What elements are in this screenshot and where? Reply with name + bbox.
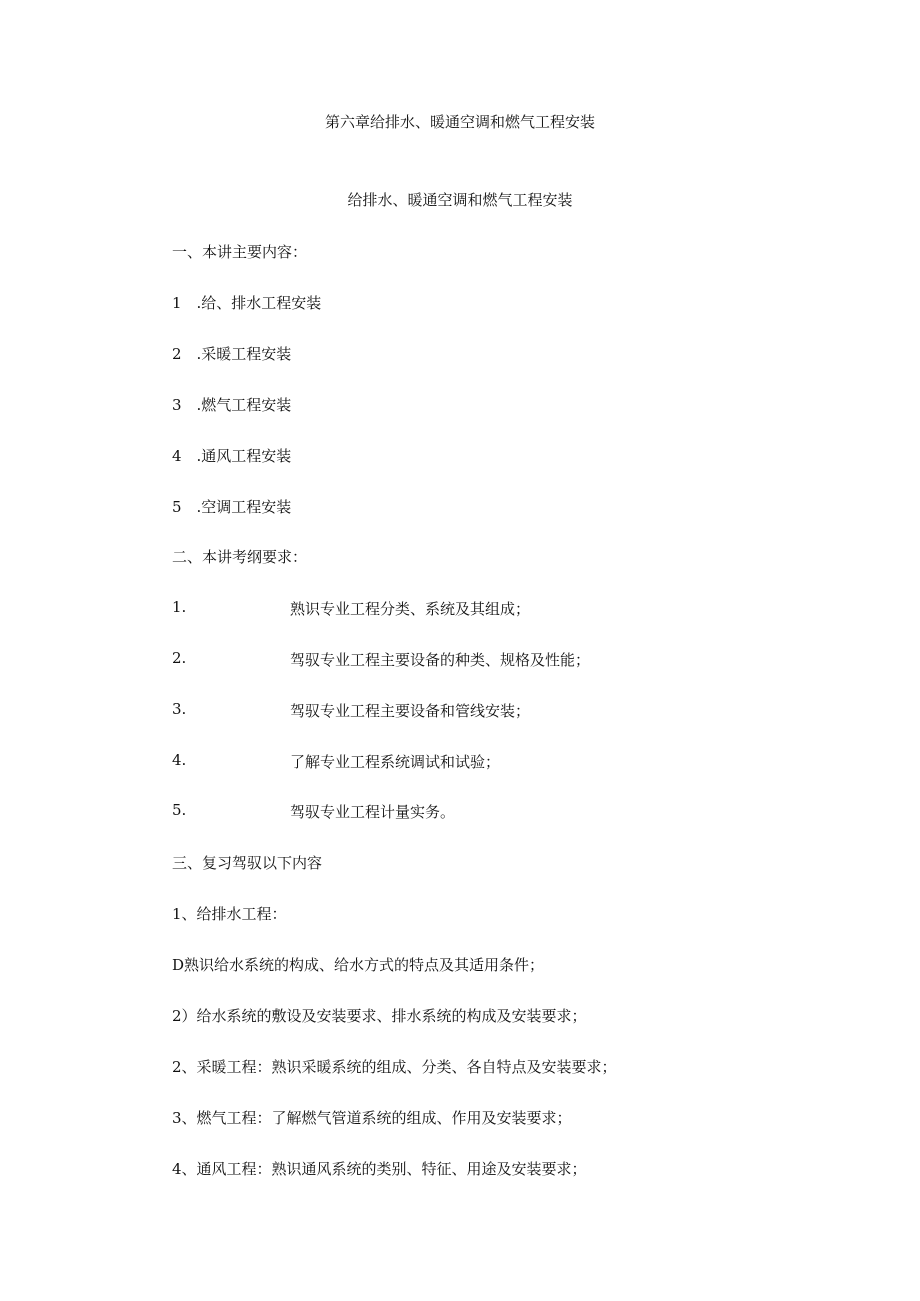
review-line-5: 3、燃气工程：了解燃气管道系统的组成、作用及安装要求； [172,1109,572,1127]
requirement-text-4: 了解专业工程系统调试和试验； [290,753,501,771]
review-line-3: 2）给水系统的敷设及安装要求、排水系统的构成及安装要求； [172,1007,587,1025]
requirement-num-2: 2. [172,649,187,667]
section3-heading: 三、复习驾驭以下内容 [172,854,323,872]
content-item-4: 4 .通风工程安装 [172,447,292,465]
section1-heading: 一、本讲主要内容： [172,243,308,261]
content-item-3: 3 .燃气工程安装 [172,396,292,414]
requirement-num-1: 1. [172,598,187,616]
requirement-num-3: 3. [172,700,187,718]
content-item-2: 2 .采暖工程安装 [172,345,292,363]
requirement-text-3: 驾驭专业工程主要设备和管线安装； [290,702,531,720]
review-line-6: 4、通风工程：熟识通风系统的类别、特征、用途及安装要求； [172,1160,587,1178]
requirement-text-2: 驾驭专业工程主要设备的种类、规格及性能； [290,651,591,669]
requirement-num-4: 4. [172,751,187,769]
requirement-num-5: 5. [172,801,187,819]
section2-heading: 二、本讲考纲要求： [172,548,308,566]
subtitle: 给排水、暖通空调和燃气工程安装 [347,191,573,209]
content-item-1: 1 .给、排水工程安装 [172,294,322,312]
requirement-text-1: 熟识专业工程分类、系统及其组成； [290,600,531,618]
review-line-2: D熟识给水系统的构成、给水方式的特点及其适用条件； [172,956,545,974]
requirement-text-5: 驾驭专业工程计量实务。 [290,803,456,821]
review-line-4: 2、采暖工程：熟识采暖系统的组成、分类、各自特点及安装要求； [172,1058,617,1076]
content-item-5: 5 .空调工程安装 [172,498,292,516]
chapter-title: 第六章给排水、暖通空调和燃气工程安装 [324,113,595,131]
review-line-1: 1、给排水工程： [172,905,287,923]
